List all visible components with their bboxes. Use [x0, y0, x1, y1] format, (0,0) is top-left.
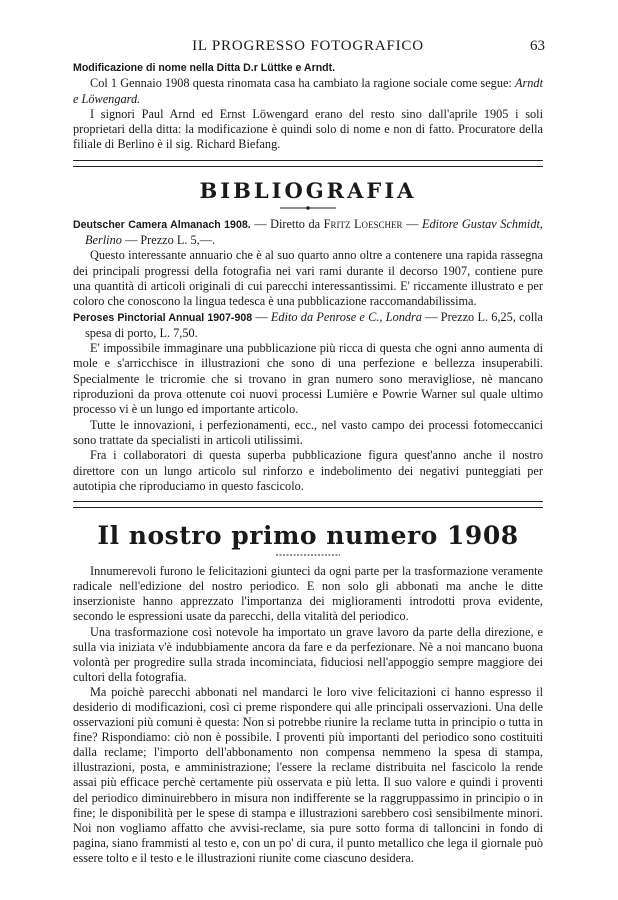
entry-2-body-3: Fra i collaboratori di questa superba pubblicazione figura quest'anno anche il nostro direttore con un lungo articolo sul rinforzo e indebolimento dei negativi punteggiati per autotipia che riproduciamo in questo fascicolo.: [73, 448, 543, 493]
bibliografia-entry-2: [73, 310, 543, 495]
article-paragraph-1: Innumerevoli furono le felicitazioni giunteci da ogni parte per la trasformazione veramente radicale nell'edizione del nostro periodico. E non solo gli abbonati ma anche le ditte inserzioniste hanno apprezzato l'importanza dei miglioramenti introdotti prova evidente, secondo le espressioni usate da parecchi, della vitalità del periodico.: [73, 564, 543, 624]
entry-2-publisher: Edito da Penrose e C., Londra: [270, 309, 422, 324]
notice-paragraph-2: I signori Paul Arnd ed Ernst Löwengard erano del resto sino dall'aprile 1905 i soli proprietari della ditta: la modificazione è quindi solo di nome e non di fatto. Procuratore della filiale di Berlino è il sig. Richard Biefang.: [73, 106, 543, 152]
article-paragraph-3: Ma poichè parecchi abbonati nel mandarci le loro vive felicitazioni ci hanno espresso il desiderio di modificazioni, così ci preme rispondere qui alle principali osservazioni. Una delle osservazioni più comuni è questa: Non si potrebbe riunire la reclame tutta in principio o tutta in fine? Rispondiamo: ciò non è possibile. I proventi più importanti del periodico sono costituiti dalla reclame; l'importo dell'abbonamento non compensa nemmeno la spesa di stampa, illustrazioni, posta, e amministrazione; l'essere la reclame distribuita nel fascicolo la rende assai più efficace perchè certamente più osservata e più letta. Il suo valore e quindi i proventi del periodico diminuirebbero in misura non indifferente se la raggruppassimo in principio o in fine; le disponibilità per le spese di stampa e illustrazioni sarebbero così sensibilmente minori. Noi non vogliamo affatto che avvisi-reclame, sia pure sotto forma di talloncini in fondo di pagina, siano frammisti al testo e, con un po' di cura, il punto metallico che lega il giornale può essere tolto e il testo e le illustrazioni riunite come ciascuno desidera.: [73, 684, 543, 865]
notice-section: [73, 60, 543, 153]
notice-p1-text: Col 1 Gennaio 1908 questa rinomata casa ha cambiato la ragione sociale come segue:: [90, 76, 515, 91]
entry-2-dash: —: [252, 309, 271, 324]
page-number: 63: [530, 38, 545, 54]
divider-rule-2: [73, 501, 543, 508]
entry-1-editor: Fritz Loescher: [323, 216, 403, 231]
entry-2-price: — Prezzo L. 6,25, colla spesa di porto, L. 7,50.: [85, 309, 544, 340]
page-header: [73, 38, 543, 60]
bibliografia-entry-1: [73, 217, 543, 310]
notice-new-name: Arndt e Löwengard.: [73, 76, 543, 106]
article-body: [73, 564, 543, 866]
entry-2-citation: [73, 310, 543, 342]
notice-heading-text: Modificazione di nome nella Ditta D.r Lüttke e Arndt.: [73, 62, 336, 74]
notice-heading: [73, 60, 543, 76]
entry-2-body-1: E' impossibile immaginare una pubblicazione più ricca di questa che ogni anno aumenta di mole e s'arricchisce in illustrazioni che sono di una perfezione e bellezza insuperabili. Specialmente le tricromie che si trovano in gran numero sono meravigliose, nè mancano riproduzioni da prova ottenute coi nuovi processi Lumière e Powrie Warner sul quale ultimo processo vi è un lungo ed importante articolo.: [73, 341, 543, 417]
page: [73, 38, 543, 866]
article-title-ornament: [276, 552, 340, 558]
running-title: IL PROGRESSO FOTOGRAFICO: [192, 38, 424, 54]
entry-1-price: — Prezzo L. 5,—.: [121, 233, 216, 248]
title-ornament: [280, 205, 336, 211]
entry-1-body: Questo interessante annuario che è al suo quarto anno oltre a contenere una rapida rassegna dei principali progressi della fotografia nei vari rami durante il decorso 1907, contiene pure una quantità di articoli originali di cui parecchi interessantissimi. E' riccamente illustrato e per coloro che conoscono la lingua tedesca è una pubblicazione raccomandabilissima.: [73, 248, 543, 309]
entry-1-publisher: Editore Gustav Schmidt, Berlino: [85, 216, 543, 248]
entry-1-dash-2: —: [402, 216, 422, 231]
article-paragraph-2: Una trasformazione così notevole ha importato un grave lavoro da parte della direzione, e sulla via iniziata v'è indubbiamente ancora da fare e da perfezionare. Nè a noi mancano buona volontà per progredire sulla strada incominciata, fiduciosi nell'appoggio sempre maggiore dei cultori della fotografia.: [73, 624, 543, 684]
entry-2-body-2: Tutte le innovazioni, i perfezionamenti, ecc., nel vasto campo dei processi fotomeccanici sono trattate da specialisti in articoli utilissimi.: [73, 417, 543, 447]
entry-2-title: Peroses Pinctorial Annual 1907-908: [73, 311, 253, 324]
entry-1-title: Deutscher Camera Almanach 1908.: [73, 218, 251, 231]
divider-rule: [73, 160, 543, 167]
article-title: Il nostro primo numero 1908: [97, 521, 519, 551]
bibliografia-title: BIBLIOGRAFIA: [199, 177, 417, 203]
notice-paragraph-1: [73, 76, 543, 107]
entry-1-dash: — Diretto da: [250, 216, 324, 231]
entry-1-citation: [73, 217, 543, 249]
